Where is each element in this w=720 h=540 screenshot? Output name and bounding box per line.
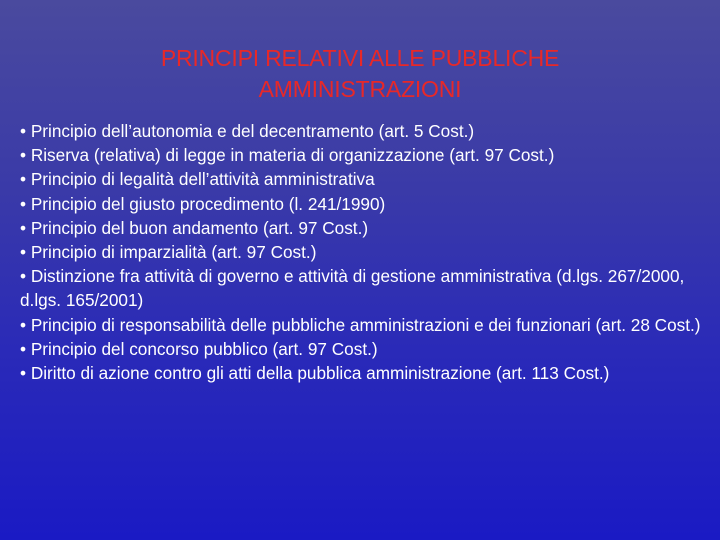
bullet-item: [20, 192, 716, 216]
bullet-marker: •: [20, 121, 27, 141]
bullet-marker: •: [20, 314, 27, 335]
bullet-marker: •: [20, 338, 27, 359]
bullet-list: [20, 119, 716, 385]
bullet-item: [20, 264, 716, 312]
slide-title-line: PRINCIPI RELATIVI ALLE PUBBLICHE: [160, 45, 560, 72]
bullet-text: Principio dell’autonomia e del decentramento (art. 5 Cost.): [30, 121, 475, 141]
bullet-item: [20, 143, 716, 167]
bullet-item: [20, 216, 716, 240]
bullet-text: Riserva (relativa) di legge in materia di organizzazione (art. 97 Cost.): [30, 145, 555, 166]
bullet-marker: •: [20, 193, 27, 214]
bullet-text: Principio di imparzialità (art. 97 Cost.): [30, 242, 317, 263]
bullet-marker: •: [20, 145, 27, 166]
bullet-text: Principio del buon andamento (art. 97 Cost.): [30, 217, 369, 238]
bullet-item: [20, 167, 716, 191]
bullet-marker: •: [20, 242, 27, 263]
bullet-item: [20, 119, 716, 143]
bullet-item: [20, 240, 716, 264]
bullet-text: Principio di legalità dell’attività amministrativa: [30, 169, 375, 190]
slide-title: [60, 43, 660, 105]
bullet-item: [20, 361, 716, 385]
bullet-marker: •: [20, 266, 27, 287]
bullet-text: Principio del giusto procedimento (l. 241/1990): [30, 193, 386, 214]
bullet-text: Principio di responsabilità delle pubbliche amministrazioni e dei funzionari (art. 28 Cost.): [30, 314, 701, 335]
bullet-marker: •: [20, 169, 27, 190]
bullet-text: Diritto di azione contro gli atti della pubblica amministrazione (art. 113 Cost.): [30, 363, 610, 384]
bullet-item: [20, 313, 716, 337]
bullet-text: Distinzione fra attività di governo e attività di gestione amministrativa (d.lgs. 267/2000, d.lgs. 165/2001): [20, 266, 685, 311]
bullet-item: [20, 337, 716, 361]
bullet-text: Principio del concorso pubblico (art. 97 Cost.): [30, 338, 378, 359]
bullet-marker: •: [20, 217, 27, 238]
slide-title-line: AMMINISTRAZIONI: [258, 76, 462, 103]
bullet-marker: •: [20, 363, 27, 384]
